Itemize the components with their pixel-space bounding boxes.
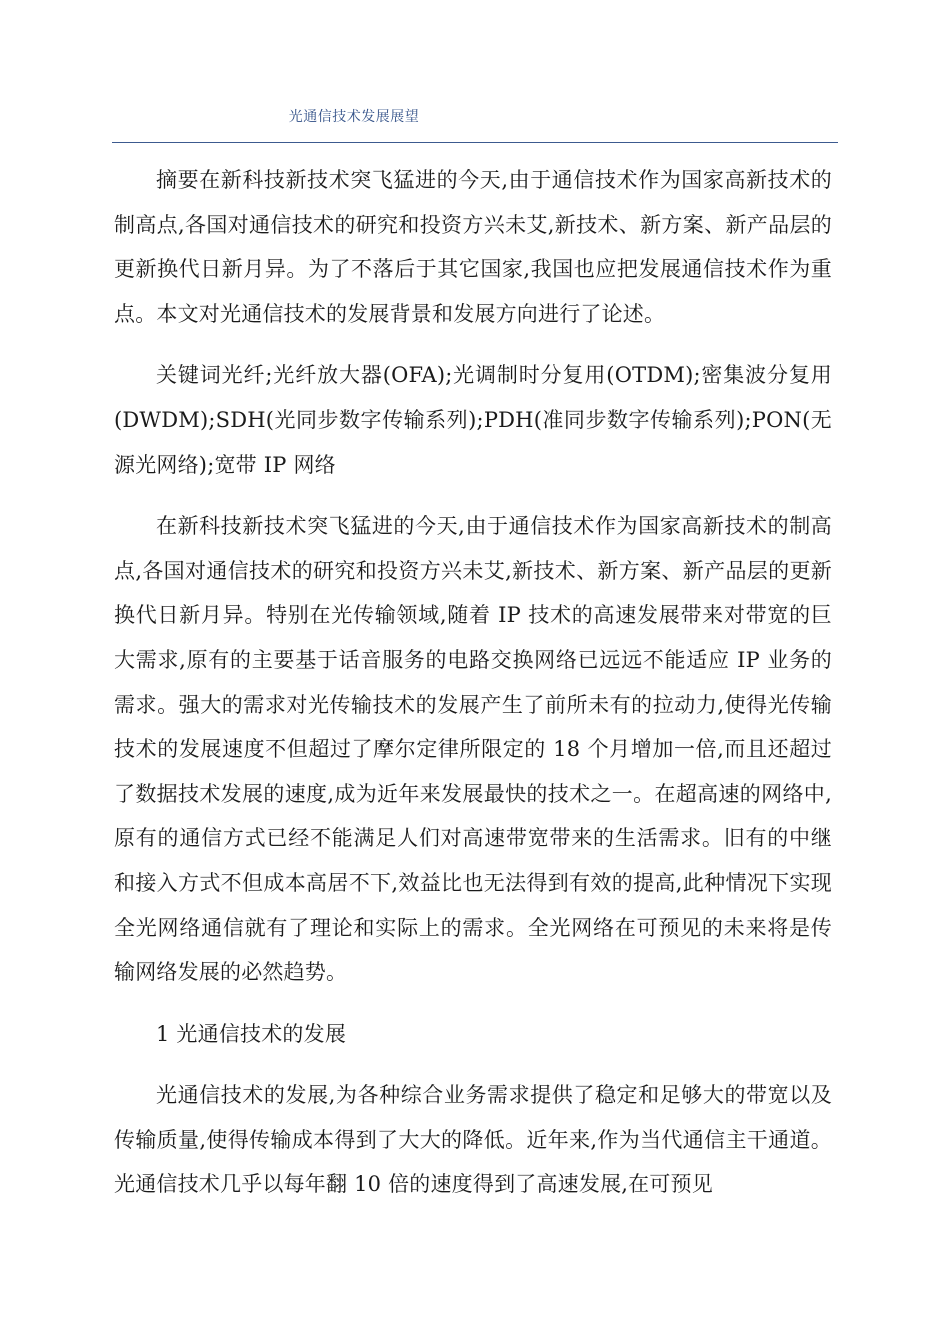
intro-paragraph: 在新科技新技术突飞猛进的今天,由于通信技术作为国家高新技术的制高点,各国对通信技术的研究和投资方兴未艾,新技术、新方案、新产品层的更新换代日新月异。特别在光传输领域,随着 IP 技术的高速发展带来对带宽的巨大需求,原有的主要基于话音服务的电路交换网络已远远不能适应 IP 业务的需求。强大的需求对光传输技术的发展产生了前所未有的拉动力,使得光传输技术的发展速度不但超过了摩尔定律所限定的 18 个月增加一倍,而且还超过了数据技术发展的速度,成为近年来发展最快的技术之一。在超高速的网络中,原有的通信方式已经不能满足人们对高速带宽带来的生活需求。旧有的中继和接入方式不但成本高居不下,效益比也无法得到有效的提高,此种情况下实现全光网络通信就有了理论和实际上的需求。全光网络在可预见的未来将是传输网络发展的必然趋势。 bbox=[114, 514, 832, 985]
section-body-paragraph: 光通信技术的发展,为各种综合业务需求提供了稳定和足够大的带宽以及传输质量,使得传输成本得到了大大的降低。近年来,作为当代通信主干通道。光通信技术几乎以每年翻 10 倍的速度得到了高速发展,在可预见 bbox=[114, 1083, 832, 1197]
keywords-paragraph: 关键词光纤;光纤放大器(OFA);光调制时分复用(OTDM);密集波分复用(DWDM);SDH(光同步数字传输系列);PDH(准同步数字传输系列);PON(无源光网络);宽带 IP 网络 bbox=[114, 363, 832, 477]
abstract-paragraph: 摘要在新科技新技术突飞猛进的今天,由于通信技术作为国家高新技术的制高点,各国对通信技术的研究和投资方兴未艾,新技术、新方案、新产品层的更新换代日新月异。为了不落后于其它国家,我国也应把发展通信技术作为重点。本文对光通信技术的发展背景和发展方向进行了论述。 bbox=[114, 168, 832, 326]
header-title: 光通信技术发展展望 bbox=[288, 109, 420, 125]
page-header bbox=[112, 0, 838, 143]
header-divider bbox=[112, 142, 838, 143]
document-body bbox=[114, 158, 832, 1207]
section-heading: 1 光通信技术的发展 bbox=[156, 1021, 347, 1046]
